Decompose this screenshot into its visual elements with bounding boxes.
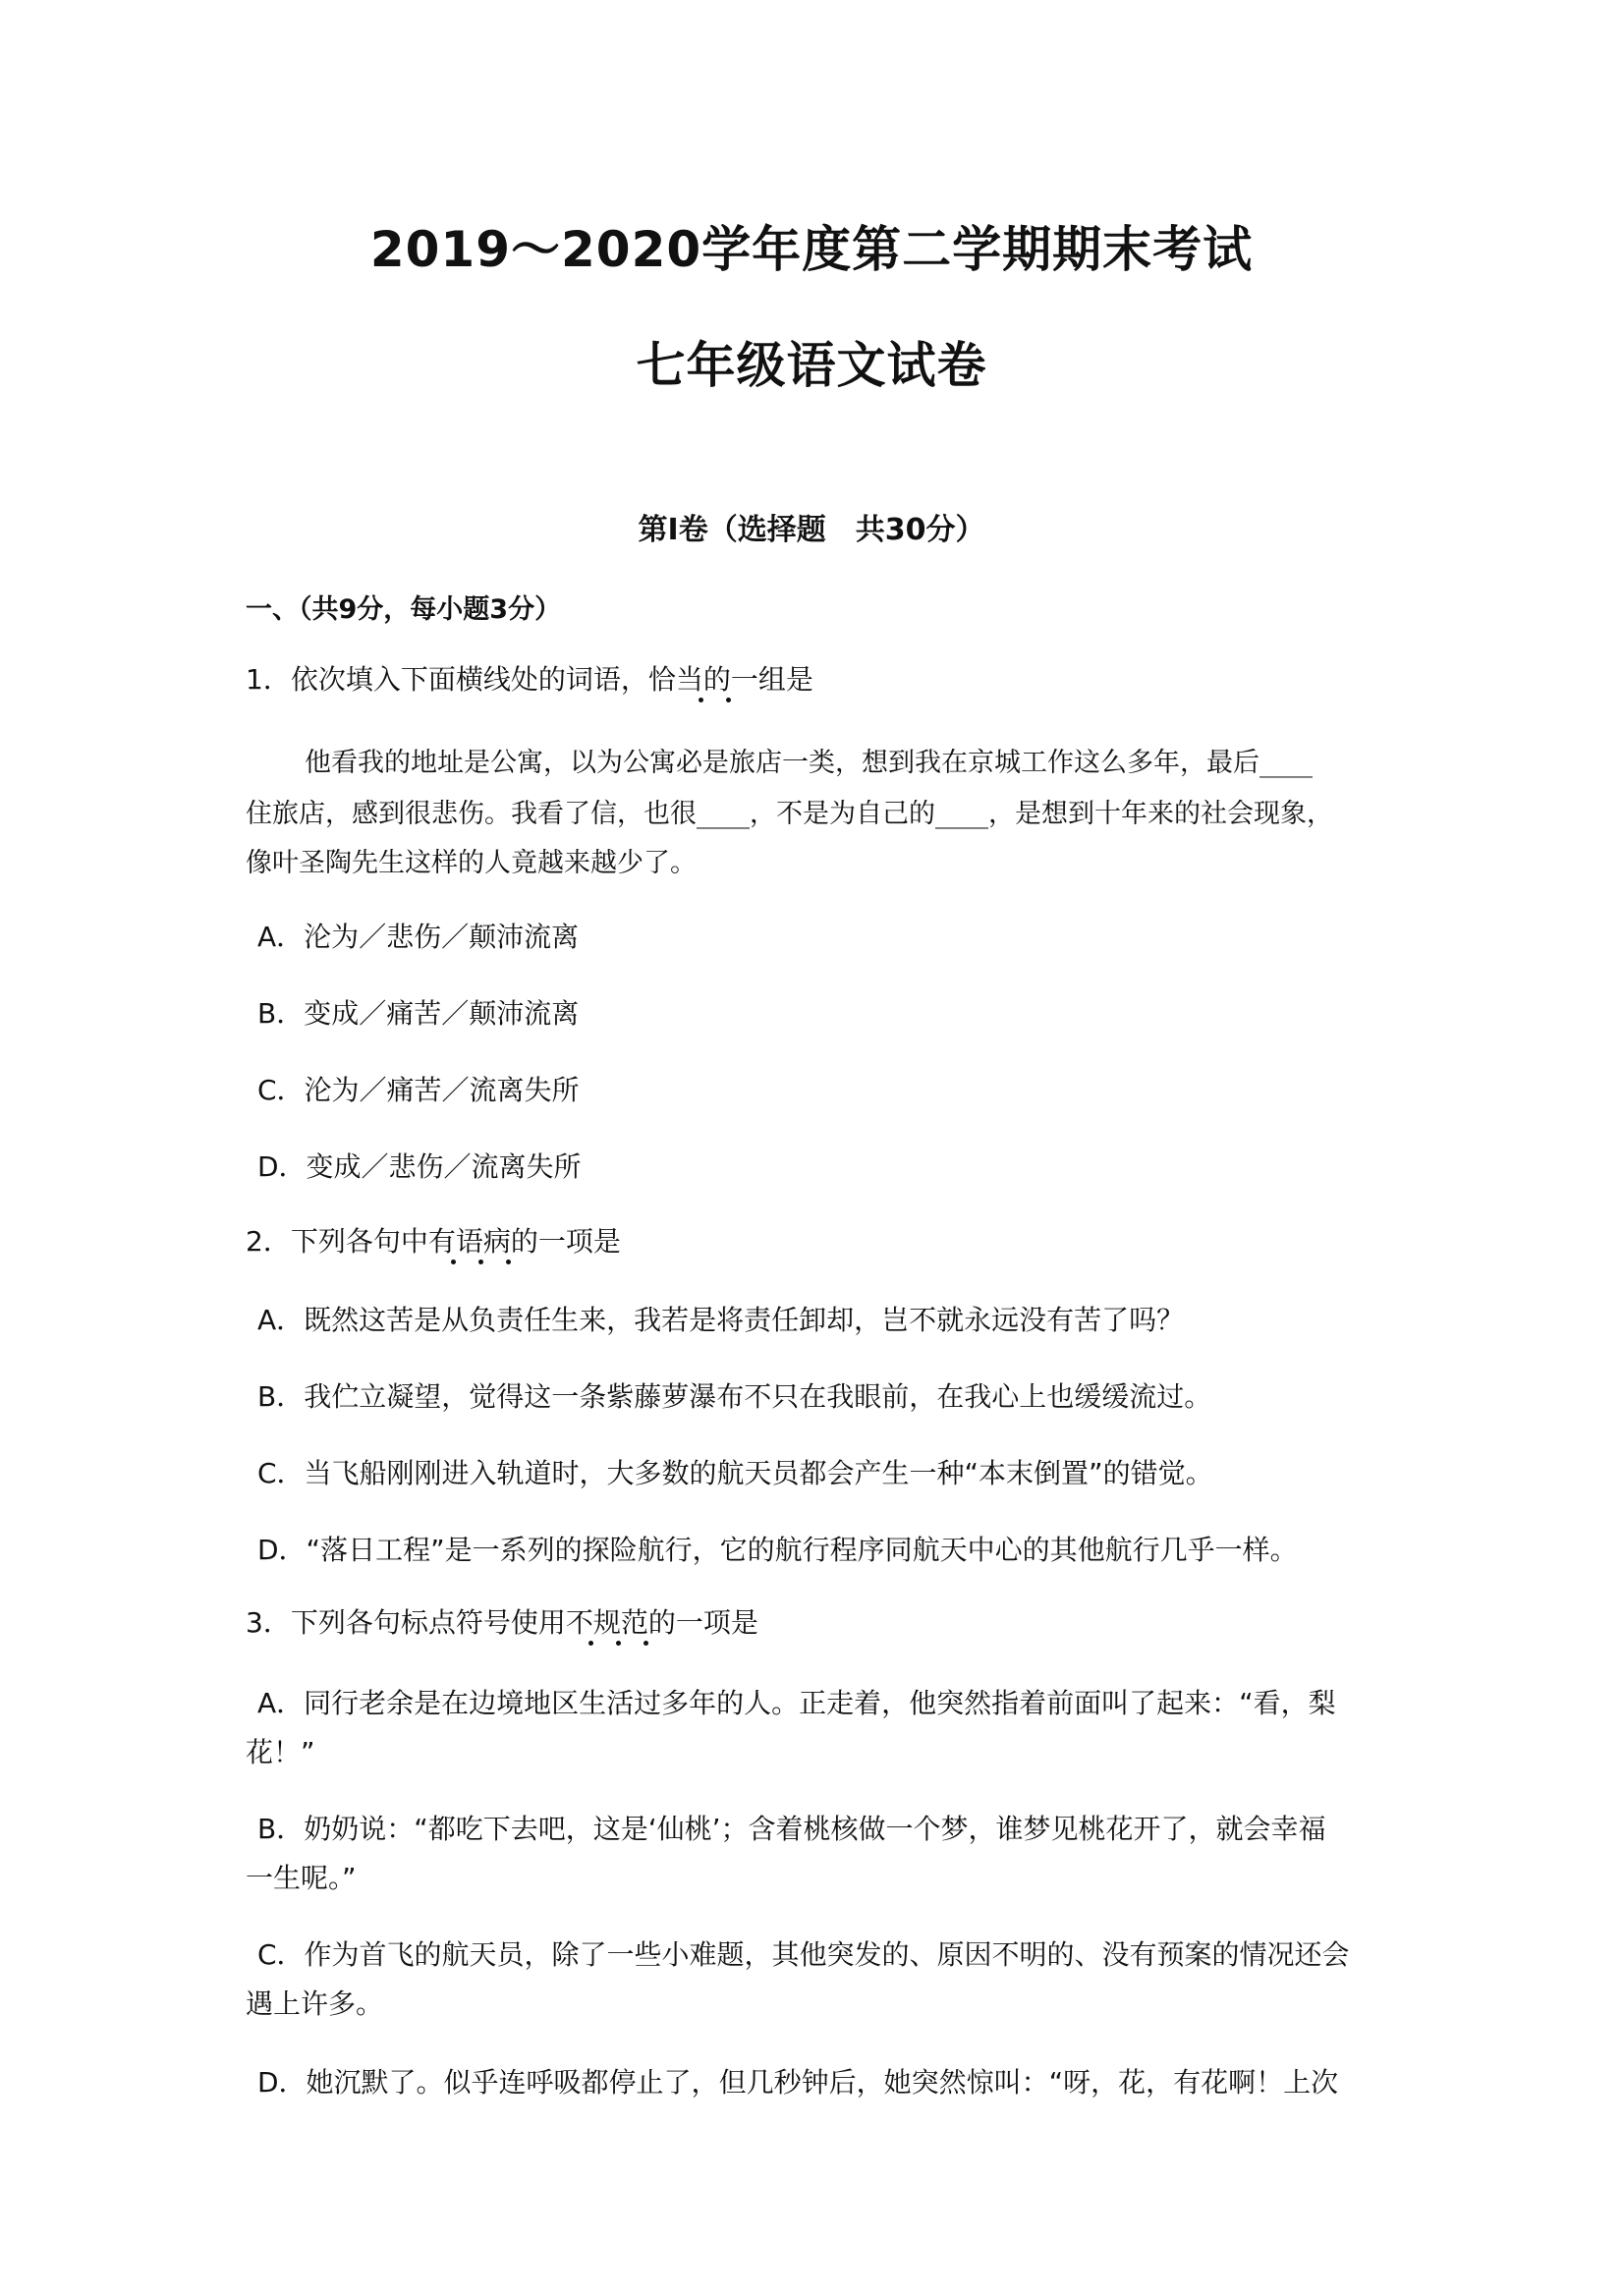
q3-option-d-line1: D．她沉默了。似乎连呼吸都停止了，但几秒钟后，她突然惊叫：“呀，花，有花啊！上次 [257, 2066, 1339, 2099]
question-2-stem: 2．下列各句中有语病的一项是 [246, 1225, 621, 1258]
emphasis-dot [588, 1641, 593, 1646]
question-3-stem: 3．下列各句标点符号使用不规范的一项是 [246, 1606, 758, 1639]
q1-option-a: A．沦为／悲伤／颠沛流离 [257, 921, 580, 953]
q3-option-b-line1: B．奶奶说：“都吃下去吧，这是‘仙桃’；含着桃核做一个梦，谁梦见桃花开了，就会幸福 [257, 1813, 1326, 1845]
passage-line: 像叶圣陶先生这样的人竟越来越少了。 [246, 848, 697, 878]
question-1-stem: 1．依次填入下面横线处的词语，恰当的一组是 [246, 663, 813, 696]
emphasis-dot [726, 698, 731, 702]
exam-subtitle: 七年级语文试卷 [636, 337, 987, 394]
part-one-heading: 一、（共9分，每小题3分） [246, 594, 562, 625]
emphasis-dot [699, 698, 703, 702]
q1-option-d: D．变成／悲伤／流离失所 [257, 1150, 582, 1183]
emphasis-dot [644, 1641, 648, 1646]
q3-option-a-line2: 花！” [246, 1736, 315, 1768]
q2-option-d: D．“落日工程”是一系列的探险航行，它的航行程序同航天中心的其他航行几乎一样。 [257, 1534, 1298, 1566]
emphasis-dot [506, 1260, 511, 1264]
emphasis-dot [478, 1260, 483, 1264]
q3-option-c-line2: 遇上许多。 [246, 1988, 384, 2020]
q3-option-b-line2: 一生呢。” [246, 1862, 357, 1894]
q2-option-a: A．既然这苦是从负责任生来，我若是将责任卸却，岂不就永远没有苦了吗？ [257, 1304, 1185, 1336]
q2-option-c: C．当飞船刚刚进入轨道时，大多数的航天员都会产生一种“本末倒置”的错觉。 [257, 1457, 1213, 1489]
section-title: 第Ⅰ卷（选择题 共30分） [638, 513, 985, 547]
exam-title: 2019～2020学年度第二学期期末考试 [369, 221, 1254, 278]
q1-option-b: B．变成／痛苦／颠沛流离 [257, 997, 580, 1030]
q3-option-a-line1: A．同行老余是在边境地区生活过多年的人。正走着，他突然指着前面叫了起来：“看，梨 [257, 1687, 1336, 1719]
q3-option-c-line1: C．作为首飞的航天员，除了一些小难题，其他突发的、原因不明的、没有预案的情况还会 [257, 1938, 1350, 1971]
emphasis-dot [451, 1260, 456, 1264]
q1-option-c: C．沦为／痛苦／流离失所 [257, 1074, 580, 1106]
emphasis-dot [616, 1641, 621, 1646]
passage-line: 他看我的地址是公寓，以为公寓必是旅店一类，想到我在京城工作这么多年，最后____ [305, 748, 1313, 778]
passage-line: 住旅店，感到很悲伤。我看了信，也很____，不是为自己的____，是想到十年来的社会现象， [246, 799, 1333, 829]
q2-option-b: B．我伫立凝望，觉得这一条紫藤萝瀑布不只在我眼前，在我心上也缓缓流过。 [257, 1380, 1212, 1413]
